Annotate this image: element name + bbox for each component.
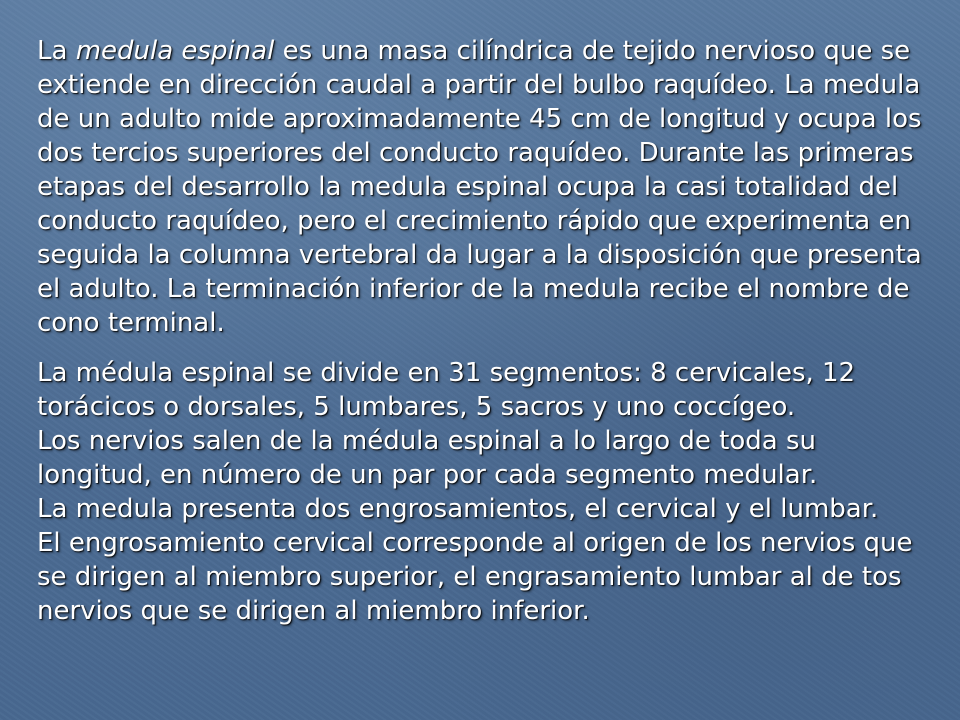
text-line: La médula espinal se divide en 31 segmentos: 8 cervicales, 12: [37, 358, 856, 388]
text-line: etapas del desarrollo la medula espinal ocupa la casi totalidad del: [37, 172, 899, 202]
text-line: conducto raquídeo, pero el crecimiento rápido que experimenta en: [37, 206, 911, 236]
text-line: dos tercios superiores del conducto raquídeo. Durante las primeras: [37, 138, 914, 168]
text-line: extiende en dirección caudal a partir del bulbo raquídeo. La medula: [37, 70, 921, 100]
text-fragment: La: [37, 36, 76, 66]
paragraph-gap: [37, 340, 917, 356]
text-line: de un adulto mide aproximadamente 45 cm de longitud y ocupa los: [37, 104, 922, 134]
text-line: El engrosamiento cervical corresponde al origen de los nervios que: [37, 528, 913, 558]
text-line: el adulto. La terminación inferior de la medula recibe el nombre de: [37, 274, 910, 304]
text-line: [37, 34, 917, 68]
slide-content: [37, 34, 922, 628]
paragraph-spinal-cord-description: [37, 34, 922, 340]
paragraph-segments-description: [37, 356, 917, 628]
text-line: La medula presenta dos engrosamientos, el cervical y el lumbar.: [37, 494, 879, 524]
text-line: Los nervios salen de la médula espinal a lo largo de toda su: [37, 426, 817, 456]
text-fragment: es una masa cilíndrica de tejido nervioso que se: [274, 36, 911, 66]
text-line: nervios que se dirigen al miembro inferior.: [37, 596, 590, 626]
text-line: se dirigen al miembro superior, el engrasamiento lumbar al de tos: [37, 562, 902, 592]
text-line: cono terminal.: [37, 308, 225, 338]
text-line: torácicos o dorsales, 5 lumbares, 5 sacros y uno coccígeo.: [37, 392, 796, 422]
term-medula-espinal: medula espinal: [75, 36, 275, 66]
text-line: seguida la columna vertebral da lugar a la disposición que presenta: [37, 240, 922, 270]
text-line: longitud, en número de un par por cada segmento medular.: [37, 460, 818, 490]
